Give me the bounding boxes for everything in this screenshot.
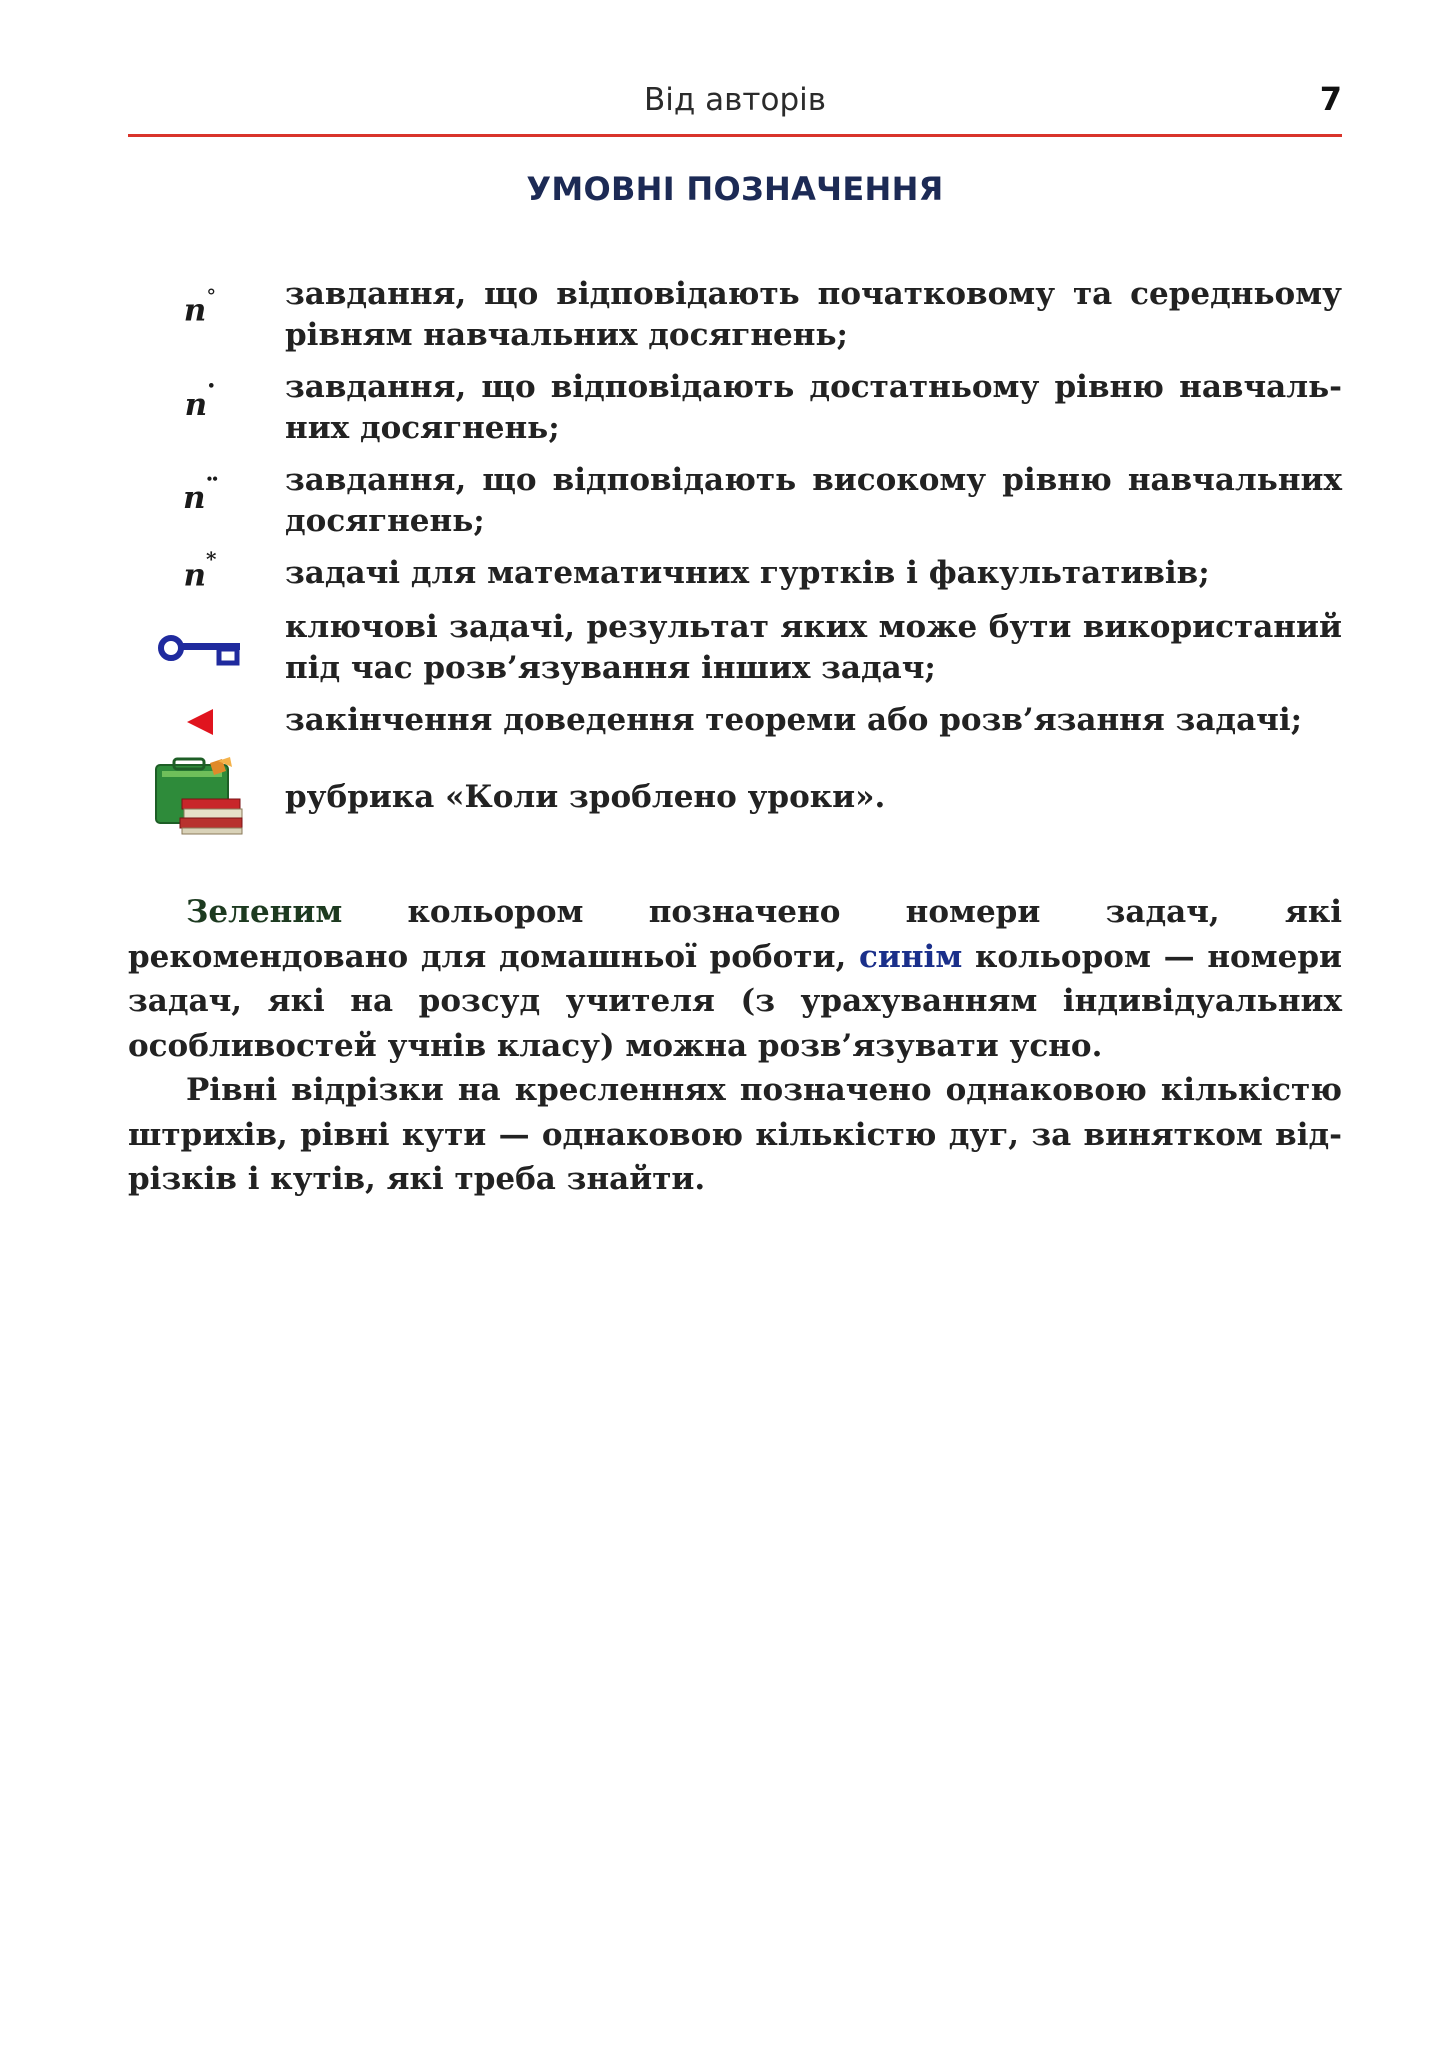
- legend-text: ключові задачі, результат яких може бути використаний під час розв’язування інших задач;: [285, 609, 1342, 686]
- level-high-symbol: n••: [183, 471, 217, 516]
- key-icon: [140, 629, 260, 669]
- legend-text: завдання, що відповідають високому рівню навчальних досягнень;: [285, 462, 1342, 539]
- red-triangle-icon: [140, 704, 260, 740]
- color-legend-paragraph: Зеленим кольором позначено номери задач, які рекомендовано для домашньої роботи, синім кольором — номери задач, які на розсуд учителя (з урахуванням індивідуальних особливостей учнів класу) можна розв’язувати усно.: [128, 894, 1343, 1064]
- level-sufficient-symbol: n•: [184, 378, 216, 423]
- legend-item: [140, 460, 1342, 542]
- green-word: Зеленим: [186, 894, 343, 930]
- level-olympiad-symbol: n*: [183, 547, 217, 594]
- legend-item: [140, 700, 1342, 744]
- legend-text: рубрика «Коли зроблено уроки».: [285, 779, 886, 815]
- legend-text: задачі для математичних гуртків і факультативів;: [285, 555, 1210, 591]
- legend-text: завдання, що відповідають достатньому рівню навчаль-них досягнень;: [285, 369, 1342, 446]
- schoolbag-books-icon: [140, 755, 260, 839]
- legend-item: [140, 607, 1342, 689]
- page-header-title: Від авторів: [643, 82, 827, 118]
- page-number: 7: [1319, 80, 1342, 118]
- blue-word: синім: [858, 938, 963, 975]
- drawing-notation-paragraph: Рівні відрізки на кресленнях позначено однаковою кількістю штрихів, рівні кути — однаковою кількістю дуг, за винятком від-різків і кутів, які треба знайти.: [128, 1072, 1342, 1197]
- legend-item: [140, 367, 1342, 449]
- legend-item: [140, 274, 1342, 356]
- section-title: УМОВНІ ПОЗНАЧЕННЯ: [526, 170, 944, 208]
- level-initial-symbol: n°: [183, 284, 217, 329]
- header-divider: [128, 134, 1342, 137]
- legend-text: закінчення доведення теореми або розв’язання задачі;: [285, 702, 1303, 738]
- legend-item: [140, 755, 1342, 839]
- legend-item: [140, 547, 1342, 597]
- legend-text: завдання, що відповідають початковому та середньому рівням навчальних досягнень;: [285, 276, 1342, 353]
